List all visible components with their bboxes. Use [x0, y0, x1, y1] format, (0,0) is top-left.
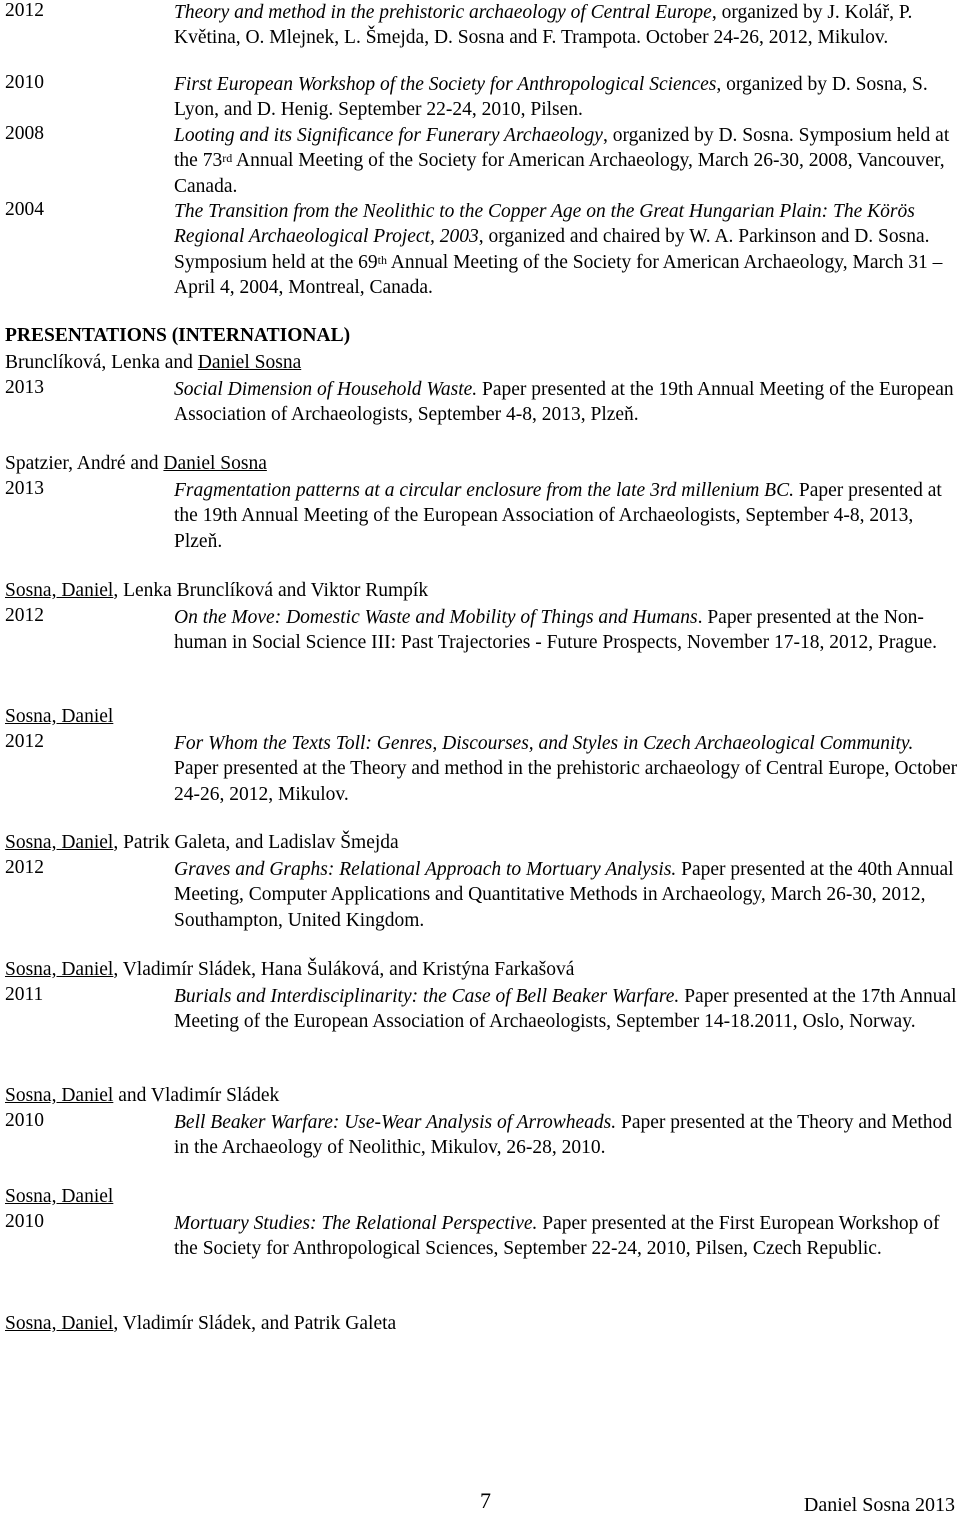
author-name-highlight: Daniel Sosna: [197, 352, 302, 373]
presentation-description: [174, 377, 960, 428]
presentation-year: 2010: [5, 1110, 44, 1131]
event-description: [174, 123, 960, 199]
presentation-entry: [0, 377, 960, 428]
presentation-details: . Paper presented at the Non-human in Social Science III: Past Trajectories - Future Prospects, November 17-18, 2012, Prague.: [174, 607, 938, 654]
author-name-highlight: Sosna, Daniel: [5, 832, 114, 853]
event-title: Theory and method in the prehistoric archaeology of Central Europe: [174, 2, 712, 23]
author-names: and Vladimír Sládek: [113, 1085, 280, 1106]
presentation-title: Graves and Graphs: Relational Approach to Mortuary Analysis.: [174, 859, 677, 880]
author-names: , Vladimír Sládek, and Patrik Galeta: [113, 1313, 397, 1334]
page-number: 7: [480, 1488, 491, 1513]
presentation-title: Social Dimension of Household Waste.: [174, 379, 478, 400]
presentation-description: [174, 857, 960, 933]
presentation-authors: [5, 706, 113, 728]
presentation-title: Mortuary Studies: The Relational Perspective.: [174, 1213, 538, 1234]
event-year: 2004: [5, 199, 44, 220]
section-heading: PRESENTATIONS (INTERNATIONAL): [5, 325, 351, 346]
presentation-year: 2013: [5, 478, 44, 499]
presentation-title: Bell Beaker Warfare: Use-Wear Analysis of Arrowheads.: [174, 1112, 617, 1133]
event-entry: [0, 0, 960, 51]
presentation-description: [174, 1110, 960, 1161]
presentation-description: [174, 1211, 960, 1262]
presentation-entry: [0, 984, 960, 1035]
author-name-highlight: Sosna, Daniel: [5, 580, 114, 601]
presentation-title: On the Move: Domestic Waste and Mobility of Things and Humans: [174, 607, 698, 628]
presentation-authors: [5, 832, 399, 854]
event-entry: [0, 72, 960, 123]
presentation-authors: [5, 1186, 113, 1208]
presentation-description: [174, 984, 960, 1035]
ordinal-suffix: rd: [222, 151, 233, 166]
presentation-year: 2010: [5, 1211, 44, 1232]
presentation-description: [174, 731, 960, 807]
presentation-authors: [5, 580, 428, 602]
event-details: , organized by J. Kolář, P. Květina, O. Mlejnek, L. Šmejda, D. Sosna and F. Trampota. October 24-26, 2012, Mikulov.: [174, 2, 913, 49]
presentation-title: Burials and Interdisciplinarity: the Case of Bell Beaker Warfare.: [174, 986, 680, 1007]
event-details: Annual Meeting of the Society for American Archaeology, March 26-30, 2008, Vancouver, Canada.: [174, 150, 945, 197]
presentation-entry: [0, 1110, 960, 1161]
presentation-description: [174, 605, 960, 656]
author-names: , Lenka Brunclíková and Viktor Rumpík: [113, 580, 429, 601]
presentation-entry: [0, 478, 960, 554]
event-details: , organized by D. Sosna, S. Lyon, and D. Henig. September 22-24, 2010, Pilsen.: [174, 74, 928, 121]
author-name-highlight: Sosna, Daniel: [5, 1186, 114, 1207]
event-details: , organized and chaired by W. A. Parkinson and D. Sosna. Symposium held at the 69: [174, 226, 930, 273]
presentation-authors: [5, 959, 574, 981]
event-title: First European Workshop of the Society for Anthropological Sciences: [174, 74, 717, 95]
author-names: , Vladimír Sládek, Hana Šuláková, and Kristýna Farkašová: [113, 959, 575, 980]
event-description: [174, 199, 960, 301]
presentation-entry: [0, 1211, 960, 1262]
presentation-year: 2012: [5, 605, 44, 626]
presentation-details: Paper presented at the Theory and Method in the Archaeology of Neolithic, Mikulov, 26-28, 2010.: [174, 1112, 953, 1159]
event-year: 2008: [5, 123, 44, 144]
presentation-title: For Whom the Texts Toll: Genres, Discourses, and Styles in Czech Archaeological Community.: [174, 733, 914, 754]
presentation-entry: [0, 857, 960, 933]
presentation-title: Fragmentation patterns at a circular enclosure from the late 3rd millenium BC.: [174, 480, 794, 501]
presentation-year: 2011: [5, 984, 44, 1005]
event-title: Looting and its Significance for Funerary Archaeology: [174, 125, 603, 146]
presentation-description: [174, 478, 960, 554]
event-entry: [0, 123, 960, 199]
presentation-year: 2012: [5, 731, 44, 752]
presentation-authors: [5, 1085, 279, 1107]
ordinal-suffix: th: [377, 252, 387, 267]
presentation-authors: [5, 352, 301, 374]
event-entry: [0, 199, 960, 301]
author-name-highlight: Sosna, Daniel: [5, 706, 114, 727]
presentation-year: 2012: [5, 857, 44, 878]
presentation-details: Paper presented at the 40th Annual Meeting, Computer Applications and Quantitative Methods in Archaeology, March 26-30, 2012, Southampton, United Kingdom.: [174, 859, 954, 931]
author-name-highlight: Sosna, Daniel: [5, 959, 114, 980]
presentation-authors: [5, 1313, 396, 1335]
presentation-entry: [0, 731, 960, 807]
event-details: Annual Meeting of the Society for American Archaeology, March 31 – April 4, 2004, Montreal, Canada.: [174, 251, 943, 299]
author-name-highlight: Sosna, Daniel: [5, 1313, 114, 1334]
event-details: , organized by D. Sosna. Symposium held at the 73: [174, 125, 950, 172]
author-names: Brunclíková, Lenka and: [5, 352, 198, 373]
event-year: 2010: [5, 72, 44, 93]
presentation-details: Paper presented at the Theory and method in the prehistoric archaeology of Central Europe, October 24-26, 2012, Mikulov.: [174, 758, 958, 805]
presentation-details: Paper presented at the 19th Annual Meeting of the European Association of Archaeologists, September 4-8, 2013, Plzeň.: [174, 480, 942, 552]
presentation-authors: [5, 453, 267, 475]
event-description: [174, 0, 960, 51]
author-names: Spatzier, André and: [5, 453, 164, 474]
presentation-entry: [0, 605, 960, 656]
event-title: The Transition from the Neolithic to the Copper Age on the Great Hungarian Plain: The Körös Regional Archaeological Project, 2003: [174, 201, 915, 248]
presentation-year: 2013: [5, 377, 44, 398]
event-description: [174, 72, 960, 123]
footer-author: Daniel Sosna 2013: [803, 1494, 955, 1516]
event-year: 2012: [5, 0, 44, 21]
author-name-highlight: Sosna, Daniel: [5, 1085, 114, 1106]
presentation-details: Paper presented at the 17th Annual Meeting of the European Association of Archaeologists, September 14-18.2011, Oslo, Norway.: [174, 986, 957, 1033]
author-name-highlight: Daniel Sosna: [163, 453, 267, 474]
presentation-details: Paper presented at the First European Workshop of the Society for Anthropological Sciences, September 22-24, 2010, Pilsen, Czech Republic.: [174, 1213, 940, 1260]
author-names: , Patrik Galeta, and Ladislav Šmejda: [113, 832, 399, 853]
presentation-details: Paper presented at the 19th Annual Meeting of the European Association of Archaeologists, September 4-8, 2013, Plzeň.: [174, 379, 954, 426]
